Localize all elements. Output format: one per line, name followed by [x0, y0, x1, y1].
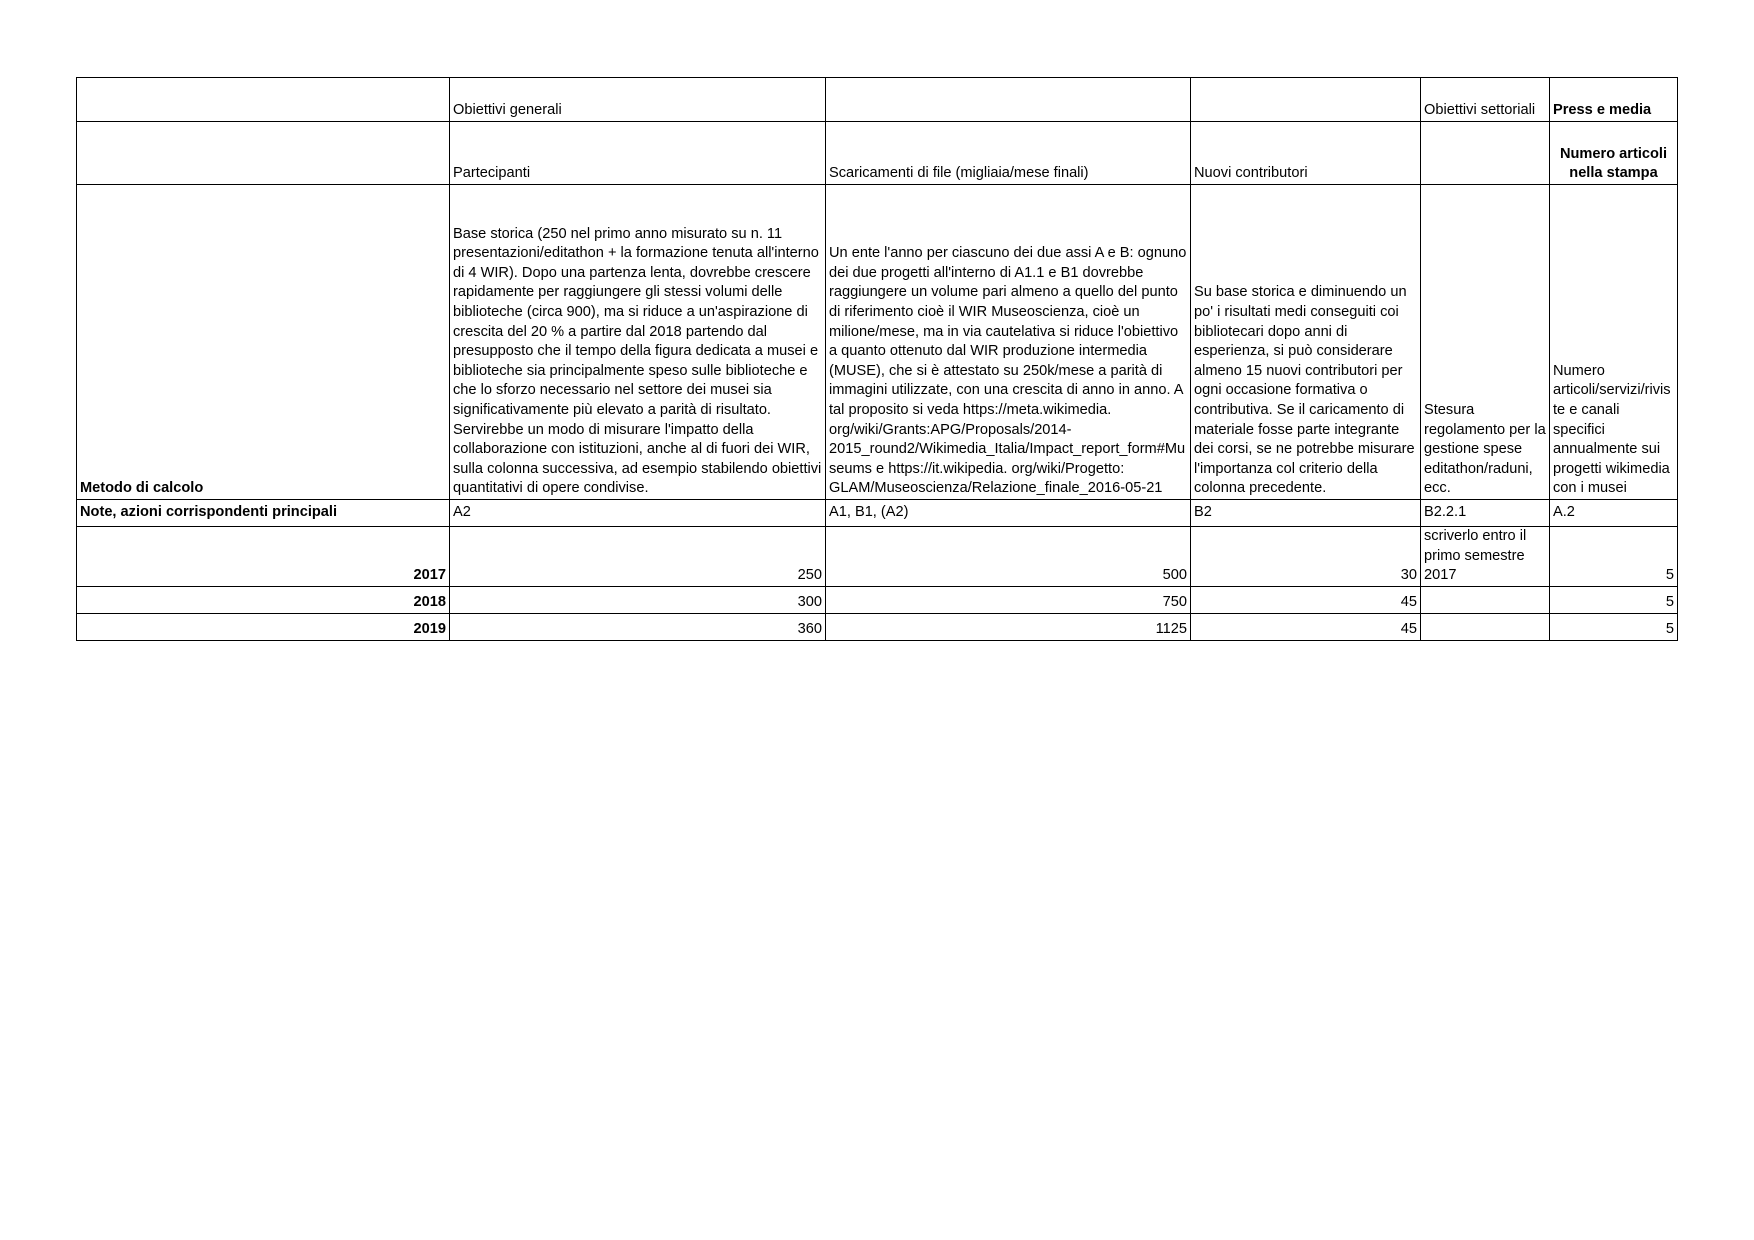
value-settoriali: scriverlo entro il primo semestre 2017: [1421, 527, 1550, 587]
header-nuovi-contributori: Nuovi contributori: [1191, 122, 1421, 185]
header-scaricamenti: Scaricamenti di file (migliaia/mese finali): [826, 122, 1191, 185]
header-obiettivi-settoriali: Obiettivi settoriali: [1421, 78, 1550, 122]
header-empty-cell: [77, 122, 450, 185]
metodo-press: Numero articoli/servizi/riviste e canali specifici annualmente sui progetti wikimedia con i musei: [1550, 185, 1678, 500]
value-scaricamenti: 750: [826, 587, 1191, 614]
year-label: 2017: [77, 527, 450, 587]
table-row-year: [77, 527, 1678, 587]
row-label-metodo: Metodo di calcolo: [77, 185, 450, 500]
metodo-scaricamenti: Un ente l'anno per ciascuno dei due assi A e B: ognuno dei due progetti all'interno di A1.1 e B1 dovrebbe raggiungere un volume pari almeno a quello del punto di riferimento cioè il WIR Museoscienza, cioè un milione/mese, ma in via cautelativa si riduce l'obiettivo a quanto ottenuto dal WIR produzione intermedia (MUSE), che si è attestato su 250k/mese a parità di immagini utilizzate, con una crescita di anno in anno. A tal proposito si veda https://meta.wikimedia. org/wiki/Grants:APG/Proposals/2014-2015_round2/Wikimedia_Italia/Impact_report_form#Museums e https://it.wikipedia. org/wiki/Progetto: GLAM/Museoscienza/Relazione_finale_2016-05-21: [826, 185, 1191, 500]
note-press: A.2: [1550, 500, 1678, 527]
note-nuovi-contributori: B2: [1191, 500, 1421, 527]
header-obiettivi-generali: Obiettivi generali: [450, 78, 826, 122]
table-row-year: [77, 614, 1678, 641]
metodo-nuovi-contributori: Su base storica e diminuendo un po' i risultati medi conseguiti coi bibliotecari dopo anni di esperienza, si può considerare almeno 15 nuovi contributori per ogni occasione formativa o contributiva. Se il caricamento di materiale fosse parte integrante dei corsi, se ne potrebbe misurare l'importanza col criterio della colonna precedente.: [1191, 185, 1421, 500]
header-row-categories: [77, 78, 1678, 122]
note-scaricamenti: A1, B1, (A2): [826, 500, 1191, 527]
header-press-e-media: Press e media: [1550, 78, 1678, 122]
header-empty-cell: [1191, 78, 1421, 122]
value-partecipanti: 360: [450, 614, 826, 641]
header-partecipanti: Partecipanti: [450, 122, 826, 185]
metodo-settoriali: Stesura regolamento per la gestione spese editathon/raduni, ecc.: [1421, 185, 1550, 500]
year-label: 2018: [77, 587, 450, 614]
objectives-table: [76, 77, 1678, 641]
header-empty-cell: [77, 78, 450, 122]
table-row-year: [77, 587, 1678, 614]
value-scaricamenti: 1125: [826, 614, 1191, 641]
table-row-metodo-di-calcolo: [77, 185, 1678, 500]
value-press: 5: [1550, 527, 1678, 587]
value-nuovi-contributori: 45: [1191, 614, 1421, 641]
year-label: 2019: [77, 614, 450, 641]
value-settoriali: [1421, 614, 1550, 641]
note-settoriali: B2.2.1: [1421, 500, 1550, 527]
header-empty-cell: [1421, 122, 1550, 185]
value-press: 5: [1550, 587, 1678, 614]
value-nuovi-contributori: 45: [1191, 587, 1421, 614]
note-partecipanti: A2: [450, 500, 826, 527]
header-numero-articoli: Numero articoli nella stampa: [1550, 122, 1678, 185]
value-partecipanti: 250: [450, 527, 826, 587]
value-scaricamenti: 500: [826, 527, 1191, 587]
row-label-note: Note, azioni corrispondenti principali: [77, 500, 450, 527]
value-settoriali: [1421, 587, 1550, 614]
table-row-note: [77, 500, 1678, 527]
value-partecipanti: 300: [450, 587, 826, 614]
header-row-metrics: [77, 122, 1678, 185]
header-empty-cell: [826, 78, 1191, 122]
value-nuovi-contributori: 30: [1191, 527, 1421, 587]
value-press: 5: [1550, 614, 1678, 641]
metodo-partecipanti: Base storica (250 nel primo anno misurato su n. 11 presentazioni/editathon + la formazione tenuta all'interno di 4 WIR). Dopo una partenza lenta, dovrebbe crescere rapidamente per raggiungere gli stessi volumi delle biblioteche (circa 900), ma si riduce a un'aspirazione di crescita del 20 % a partire dal 2018 partendo dal presupposto che il tempo della figura dedicata a musei e biblioteche sia principalmente speso sulle biblioteche e che lo sforzo necessario nel settore dei musei sia significativamente più elevato a parità di risultato. Servirebbe un modo di misurare l'impatto della collaborazione con istituzioni, anche al di fuori dei WIR, sulla colonna successiva, ad esempio stabilendo obiettivi quantitativi di opere condivise.: [450, 185, 826, 500]
